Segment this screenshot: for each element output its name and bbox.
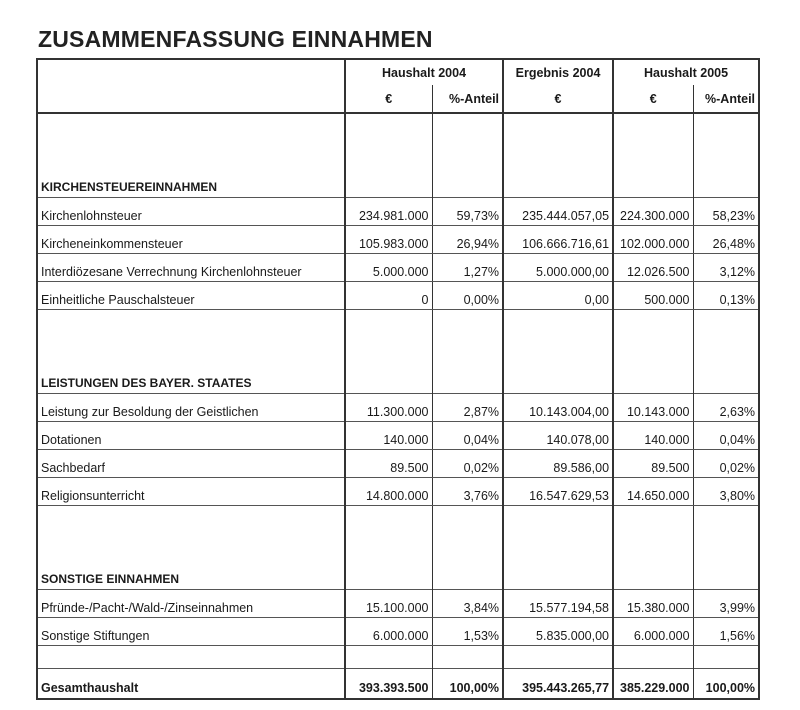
cell-ergebnis-2004: 235.444.057,05: [503, 198, 613, 226]
table-row: [37, 394, 759, 422]
total-ergebnis-2004: 395.443.265,77: [503, 669, 613, 700]
empty-cell: [345, 166, 432, 198]
cell-haushalt-2004-pct: 26,94%: [432, 226, 503, 254]
spacer-cell: [37, 310, 345, 363]
cell-haushalt-2005: 500.000: [613, 282, 693, 310]
section-heading-row: [37, 362, 759, 394]
cell-haushalt-2004: 6.000.000: [345, 618, 432, 646]
cell-haushalt-2004: 5.000.000: [345, 254, 432, 282]
spacer-cell: [613, 506, 693, 559]
cell-haushalt-2004-pct: 3,84%: [432, 590, 503, 618]
cell-ergebnis-2004: 15.577.194,58: [503, 590, 613, 618]
section-heading: LEISTUNGEN DES BAYER. STAATES: [41, 376, 252, 390]
cell-ergebnis-2004: 106.666.716,61: [503, 226, 613, 254]
empty-cell: [345, 362, 432, 394]
spacer-cell: [503, 310, 613, 363]
cell-ergebnis-2004: 89.586,00: [503, 450, 613, 478]
row-label: Kircheneinkommensteuer: [37, 226, 345, 254]
cell-haushalt-2005: 224.300.000: [613, 198, 693, 226]
spacer-cell: [613, 113, 693, 166]
spacer-cell: [37, 506, 345, 559]
cell-haushalt-2005-pct: 0,04%: [693, 422, 759, 450]
total-haushalt-2005: 385.229.000: [613, 669, 693, 700]
row-label: Leistung zur Besoldung der Geistlichen: [37, 394, 345, 422]
header-row-units: [37, 85, 759, 113]
section-heading-row: [37, 558, 759, 590]
header-euro: €: [503, 85, 613, 113]
total-haushalt-2004: 393.393.500: [345, 669, 432, 700]
cell-haushalt-2005: 102.000.000: [613, 226, 693, 254]
cell-haushalt-2005-pct: 0,13%: [693, 282, 759, 310]
spacer-cell: [693, 646, 759, 669]
spacer-cell: [503, 506, 613, 559]
row-label: Dotationen: [37, 422, 345, 450]
header-euro: €: [345, 85, 432, 113]
table-row: [37, 478, 759, 506]
header-ergebnis-2004: Ergebnis 2004: [503, 59, 613, 85]
spacer-cell: [37, 113, 345, 166]
cell-haushalt-2004: 105.983.000: [345, 226, 432, 254]
empty-cell: [345, 558, 432, 590]
total-label: Gesamthaushalt: [37, 669, 345, 700]
cell-haushalt-2005: 89.500: [613, 450, 693, 478]
cell-ergebnis-2004: 0,00: [503, 282, 613, 310]
cell-haushalt-2005-pct: 3,99%: [693, 590, 759, 618]
cell-haushalt-2005-pct: 2,63%: [693, 394, 759, 422]
header-euro: €: [613, 85, 693, 113]
empty-cell: [432, 558, 503, 590]
cell-haushalt-2004: 140.000: [345, 422, 432, 450]
table-row: [37, 226, 759, 254]
cell-haushalt-2004: 234.981.000: [345, 198, 432, 226]
cell-haushalt-2004-pct: 0,04%: [432, 422, 503, 450]
spacer-cell: [503, 113, 613, 166]
spacer-cell: [345, 506, 432, 559]
cell-haushalt-2004: 15.100.000: [345, 590, 432, 618]
total-spacer: [37, 646, 759, 669]
section-heading: SONSTIGE EINNAHMEN: [41, 572, 180, 586]
spacer-cell: [613, 646, 693, 669]
row-label: Sonstige Stiftungen: [37, 618, 345, 646]
total-haushalt-2004-pct: 100,00%: [432, 669, 503, 700]
cell-haushalt-2005: 10.143.000: [613, 394, 693, 422]
header-empty: [37, 85, 345, 113]
header-row-groups: [37, 59, 759, 85]
cell-haushalt-2004-pct: 0,00%: [432, 282, 503, 310]
spacer-cell: [37, 646, 345, 669]
table-row: [37, 590, 759, 618]
spacer-cell: [432, 113, 503, 166]
cell-haushalt-2004-pct: 59,73%: [432, 198, 503, 226]
cell-haushalt-2005-pct: 58,23%: [693, 198, 759, 226]
table-row: [37, 618, 759, 646]
cell-haushalt-2005: 6.000.000: [613, 618, 693, 646]
header-empty: [37, 59, 345, 85]
spacer-cell: [432, 646, 503, 669]
cell-haushalt-2004-pct: 2,87%: [432, 394, 503, 422]
header-haushalt-2004: Haushalt 2004: [345, 59, 503, 85]
cell-haushalt-2005-pct: 1,56%: [693, 618, 759, 646]
empty-cell: [503, 558, 613, 590]
cell-haushalt-2005-pct: 3,12%: [693, 254, 759, 282]
spacer-cell: [345, 646, 432, 669]
empty-cell: [613, 166, 693, 198]
row-label: Kirchenlohnsteuer: [37, 198, 345, 226]
cell-haushalt-2004-pct: 0,02%: [432, 450, 503, 478]
section-heading-row: [37, 166, 759, 198]
empty-cell: [613, 558, 693, 590]
table-row: [37, 282, 759, 310]
spacer-cell: [613, 310, 693, 363]
header-pct: %-Anteil: [432, 85, 503, 113]
table-row: [37, 422, 759, 450]
spacer-cell: [345, 113, 432, 166]
cell-haushalt-2005-pct: 26,48%: [693, 226, 759, 254]
empty-cell: [693, 166, 759, 198]
header-pct: %-Anteil: [693, 85, 759, 113]
section-heading: KIRCHENSTEUEREINNAHMEN: [41, 180, 218, 194]
table-row: [37, 254, 759, 282]
empty-cell: [432, 166, 503, 198]
empty-cell: [503, 166, 613, 198]
cell-haushalt-2005-pct: 0,02%: [693, 450, 759, 478]
cell-ergebnis-2004: 5.000.000,00: [503, 254, 613, 282]
cell-haushalt-2004: 0: [345, 282, 432, 310]
table-body: [37, 113, 759, 699]
cell-haushalt-2004: 11.300.000: [345, 394, 432, 422]
spacer-cell: [693, 506, 759, 559]
section-spacer: [37, 310, 759, 363]
row-label: Einheitliche Pauschalsteuer: [37, 282, 345, 310]
cell-haushalt-2005-pct: 3,80%: [693, 478, 759, 506]
empty-cell: [503, 362, 613, 394]
spacer-cell: [345, 310, 432, 363]
cell-haushalt-2004: 89.500: [345, 450, 432, 478]
empty-cell: [432, 362, 503, 394]
header-haushalt-2005: Haushalt 2005: [613, 59, 759, 85]
cell-ergebnis-2004: 16.547.629,53: [503, 478, 613, 506]
table-row: [37, 198, 759, 226]
row-label: Interdiözesane Verrechnung Kirchenlohnsteuer: [37, 254, 345, 282]
spacer-cell: [432, 310, 503, 363]
empty-cell: [693, 558, 759, 590]
section-spacer: [37, 113, 759, 166]
spacer-cell: [432, 506, 503, 559]
total-row: [37, 669, 759, 700]
row-label: Pfründe-/Pacht-/Wald-/Zinseinnahmen: [37, 590, 345, 618]
row-label: Religionsunterricht: [37, 478, 345, 506]
cell-ergebnis-2004: 140.078,00: [503, 422, 613, 450]
total-haushalt-2005-pct: 100,00%: [693, 669, 759, 700]
page-title: ZUSAMMENFASSUNG EINNAHMEN: [38, 26, 433, 52]
empty-cell: [613, 362, 693, 394]
cell-ergebnis-2004: 5.835.000,00: [503, 618, 613, 646]
spacer-cell: [693, 113, 759, 166]
cell-haushalt-2004: 14.800.000: [345, 478, 432, 506]
cell-haushalt-2004-pct: 1,53%: [432, 618, 503, 646]
row-label: Sachbedarf: [37, 450, 345, 478]
empty-cell: [693, 362, 759, 394]
cell-haushalt-2005: 15.380.000: [613, 590, 693, 618]
cell-haushalt-2005: 14.650.000: [613, 478, 693, 506]
spacer-cell: [693, 310, 759, 363]
cell-haushalt-2005: 12.026.500: [613, 254, 693, 282]
table-row: [37, 450, 759, 478]
spacer-cell: [503, 646, 613, 669]
section-spacer: [37, 506, 759, 559]
income-summary-table: [36, 58, 760, 700]
cell-ergebnis-2004: 10.143.004,00: [503, 394, 613, 422]
cell-haushalt-2005: 140.000: [613, 422, 693, 450]
cell-haushalt-2004-pct: 3,76%: [432, 478, 503, 506]
cell-haushalt-2004-pct: 1,27%: [432, 254, 503, 282]
